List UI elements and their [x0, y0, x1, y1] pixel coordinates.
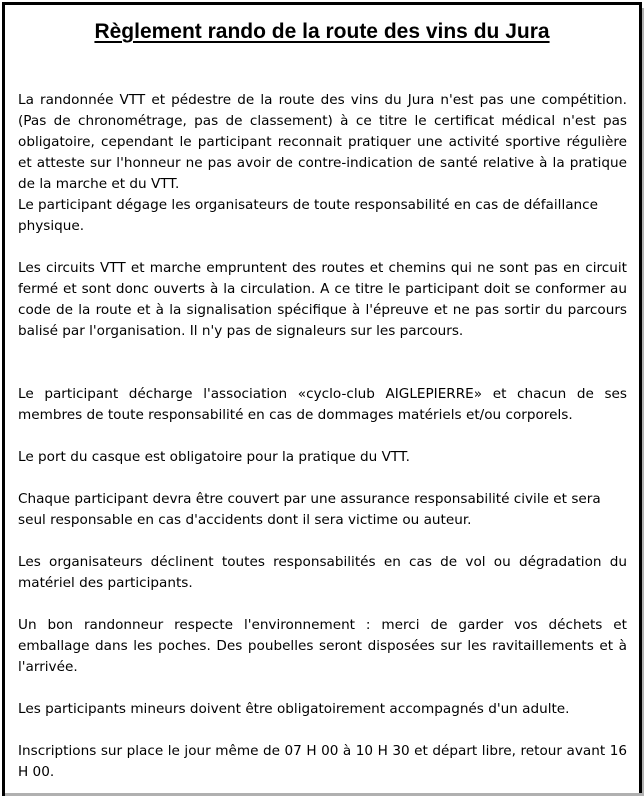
spacer — [18, 426, 627, 447]
paragraph-non-competition: La randonnée VTT et pédestre de la route des vins du Jura n'est pas une compétition. (Pas de chronométrage, pas de classement) à ce titre le certificat médical n'est pas obligatoire, cependant le participant reconnait pratiquer une activité sportive régulière et atteste sur l'honneur ne pas avoir de contre-indication de santé relative à la pratique de la marche et du VTT. — [18, 92, 627, 192]
document-title: Règlement rando de la route des vins du Jura — [94, 20, 550, 43]
spacer — [18, 678, 627, 699]
spacer — [18, 720, 627, 741]
paragraph-physical-liability: Le participant dégage les organisateurs de toute responsabilité en cas de défaillance physique. — [18, 197, 599, 234]
spacer — [18, 594, 627, 615]
paragraph-registration: Inscriptions sur place le jour même de 07 H 00 à 10 H 30 et départ libre, retour avant 16 H 00. — [18, 743, 627, 780]
paragraph-minors: Les participants mineurs doivent être obligatoirement accompagnés d'un adulte. — [18, 701, 570, 717]
rules-document — [2, 2, 642, 796]
paragraph-club-discharge: Le participant décharge l'association «cyclo-club AIGLEPIERRE» et chacun de ses membres de toute responsabilité en cas de dommages matériels et/ou corporels. — [18, 386, 627, 423]
paragraph-open-roads: Les circuits VTT et marche empruntent des routes et chemins qui ne sont pas en circuit fermé et sont donc ouverts à la circulation. A ce titre le participant doit se conformer au code de la route et à la signalisation spécifique à l'épreuve et ne pas sortir du parcours balisé par l'organisation. Il n'y pas de signaleurs sur les parcours. — [18, 260, 627, 339]
page-shadow — [5, 793, 642, 796]
document-body — [18, 90, 627, 783]
paragraph-helmet: Le port du casque est obligatoire pour la pratique du VTT. — [18, 449, 410, 465]
spacer — [18, 237, 627, 258]
spacer — [18, 342, 627, 384]
spacer — [18, 531, 627, 552]
paragraph-insurance: Chaque participant devra être couvert par une assurance responsabilité civile et sera seul responsable en cas d'accidents dont il sera victime ou auteur. — [18, 491, 601, 528]
spacer — [18, 468, 627, 489]
paragraph-environment: Un bon randonneur respecte l'environnement : merci de garder vos déchets et emballage dans les poches. Des poubelles seront disposées sur les ravitaillements et à l'arrivée. — [18, 617, 627, 675]
paragraph-theft: Les organisateurs déclinent toutes responsabilités en cas de vol ou dégradation du matériel des participants. — [18, 554, 627, 591]
